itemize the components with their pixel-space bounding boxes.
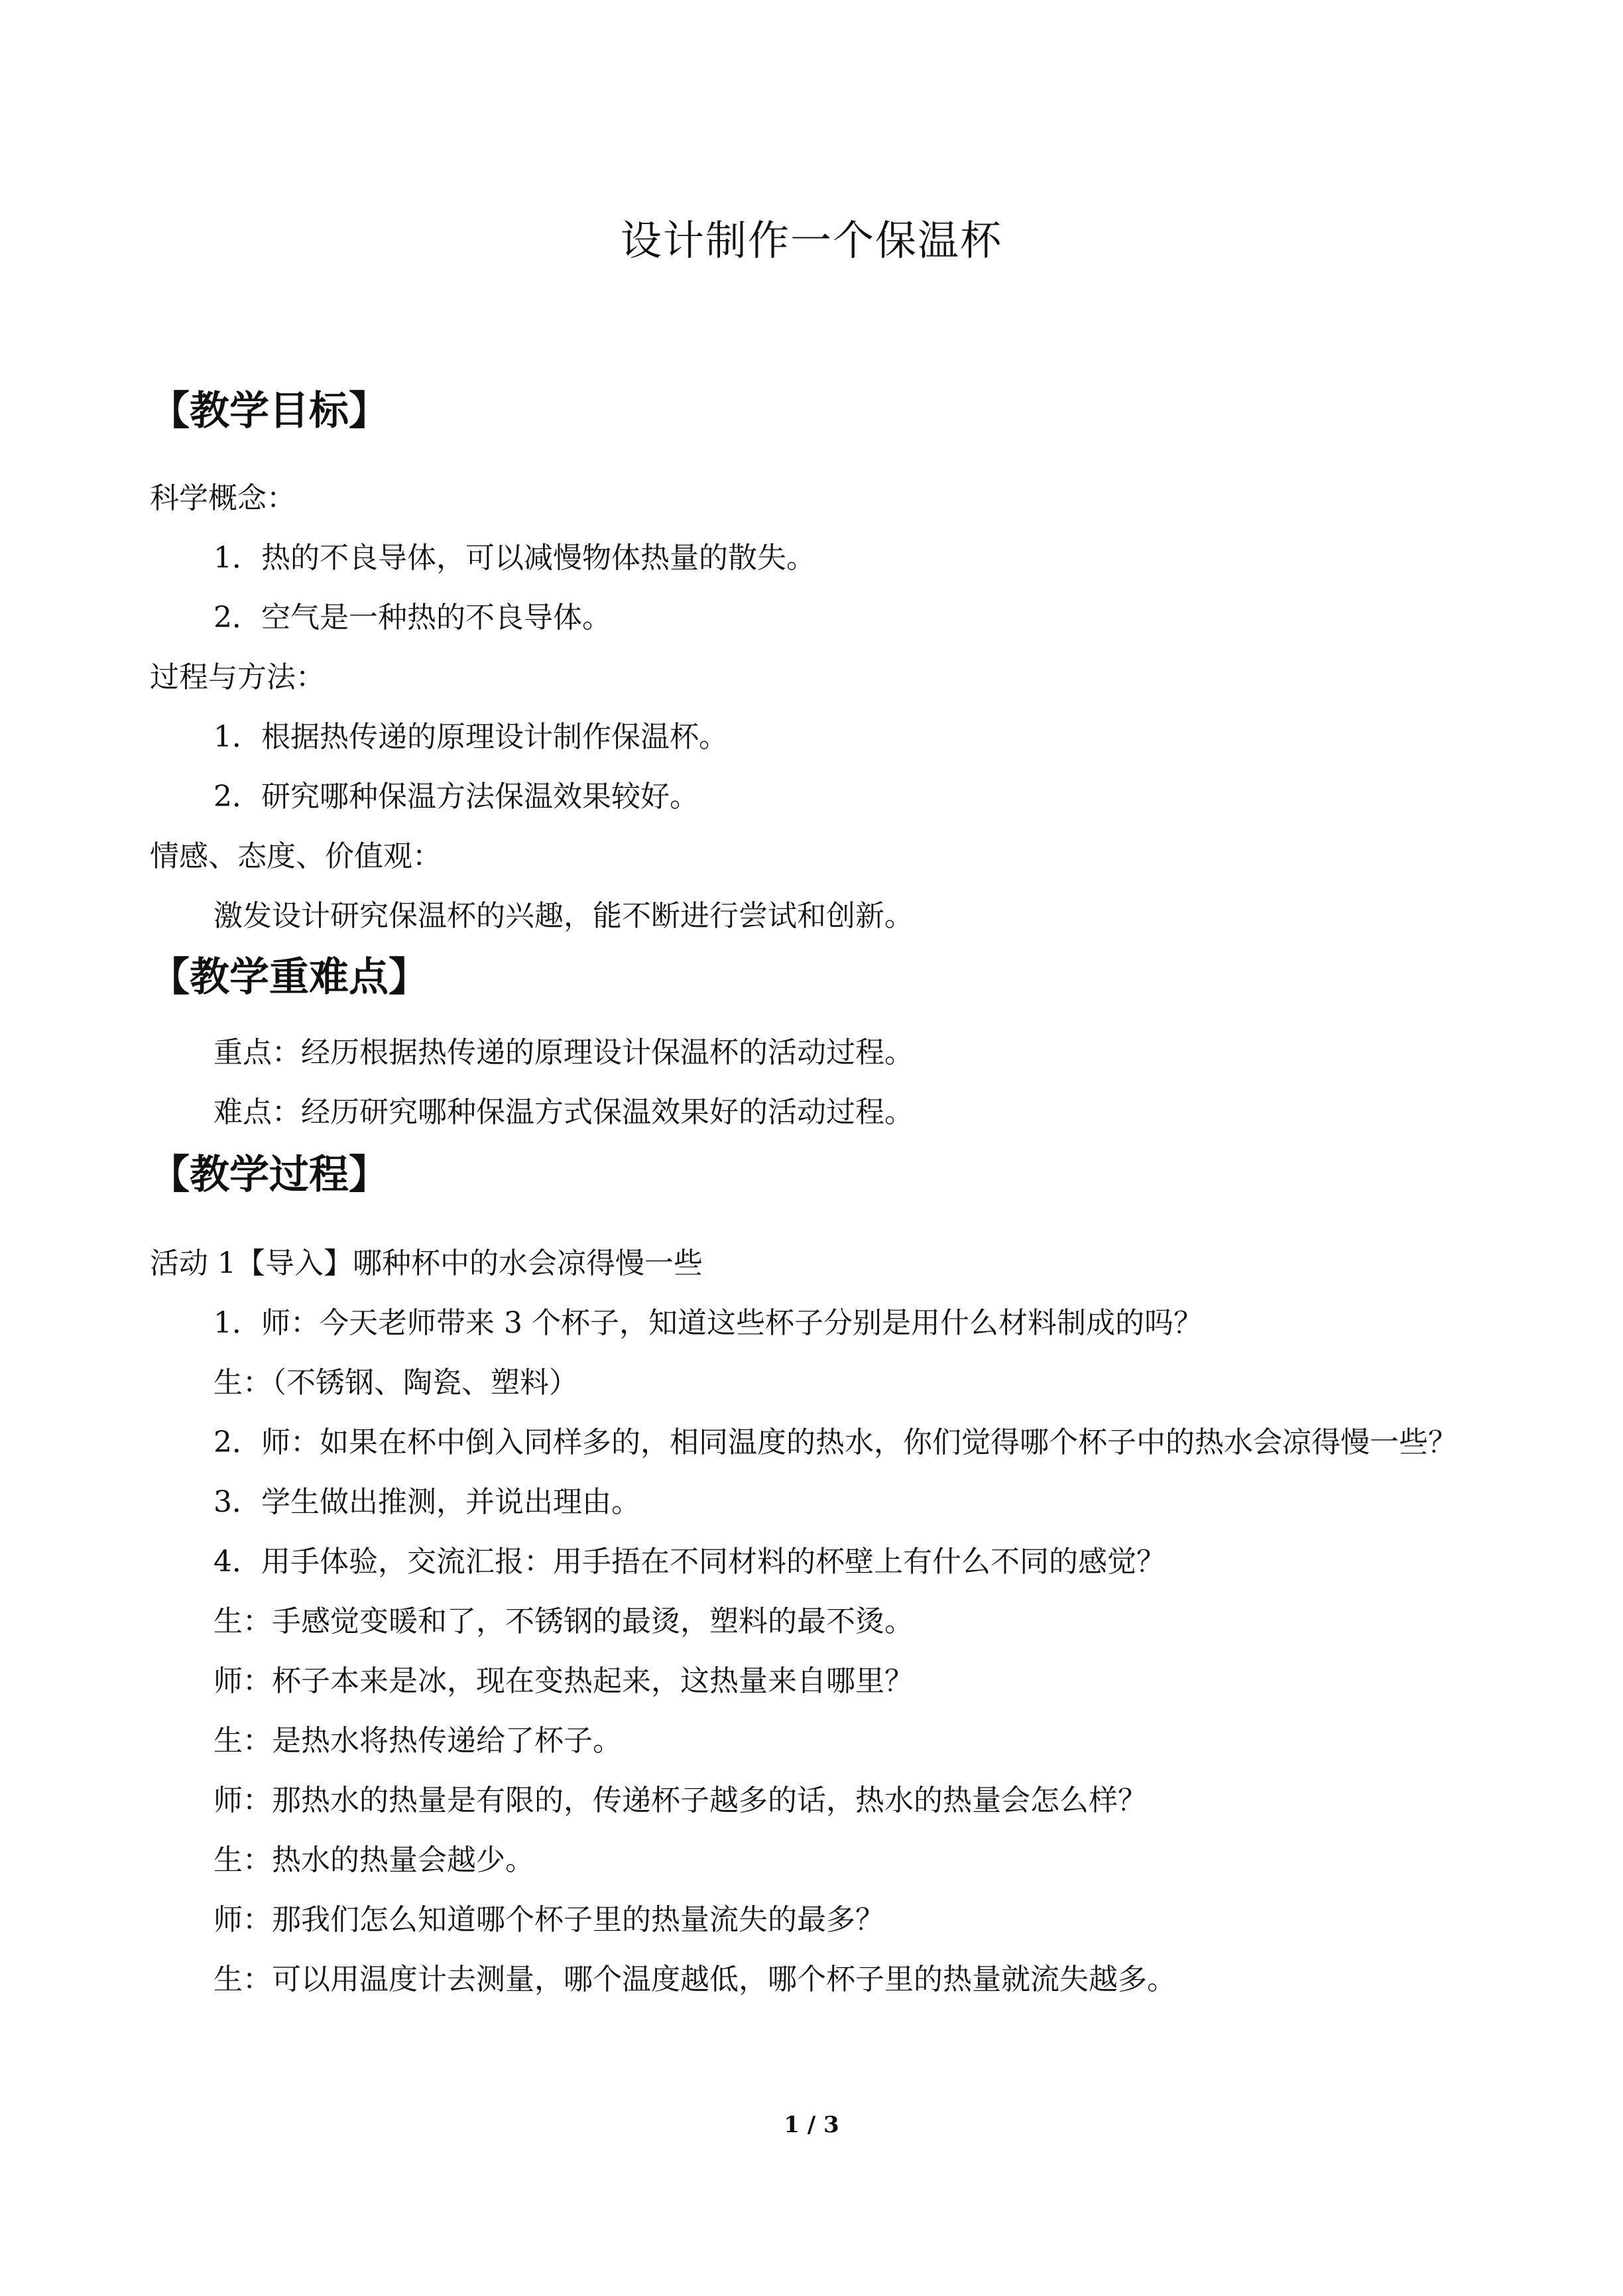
section-heading-objectives: 【教学目标】	[150, 388, 389, 434]
section-heading-process: 【教学过程】	[150, 1152, 389, 1198]
document-body	[150, 381, 1489, 2010]
attitude-label: 情感、态度、价值观：	[150, 839, 442, 873]
concept-item: 2．空气是一种热的不良导体。	[213, 601, 611, 634]
process-line: 生：热水的热量会越少。	[213, 1843, 534, 1877]
process-line: 2．师：如果在杯中倒入同样多的，相同温度的热水，你们觉得哪个杯子中的热水会凉得慢一些？	[213, 1425, 1457, 1459]
attitude-text: 激发设计研究保温杯的兴趣，能不断进行尝试和创新。	[213, 899, 914, 933]
page-number: 1 / 3	[784, 2112, 839, 2138]
process-line: 1．师：今天老师带来 3 个杯子，知道这些杯子分别是用什么材料制成的吗？	[213, 1306, 1203, 1340]
document-title: 设计制作一个保温杯	[620, 216, 1002, 265]
process-line: 4．用手体验，交流汇报：用手捂在不同材料的杯壁上有什么不同的感觉？	[213, 1545, 1166, 1579]
process-line: 生：是热水将热传递给了杯子。	[213, 1724, 622, 1758]
process-item: 1．根据热传递的原理设计制作保温杯。	[213, 720, 728, 754]
difficult-point: 难点：经历研究哪种保温方式保温效果好的活动过程。	[213, 1095, 914, 1129]
concept-item: 1．热的不良导体，可以减慢物体热量的散失。	[213, 541, 815, 575]
process-line: 3．学生做出推测，并说出理由。	[213, 1485, 640, 1519]
activity-title: 活动 1【导入】哪种杯中的水会凉得慢一些	[150, 1246, 703, 1280]
section-heading-key-points: 【教学重难点】	[150, 954, 428, 1000]
process-line: 师：杯子本来是冰，现在变热起来，这热量来自哪里？	[213, 1664, 914, 1698]
key-point: 重点：经历根据热传递的原理设计保温杯的活动过程。	[213, 1036, 914, 1069]
concept-label: 科学概念：	[150, 481, 296, 515]
process-line: 生：手感觉变暖和了，不锈钢的最烫，塑料的最不烫。	[213, 1604, 914, 1638]
process-label: 过程与方法：	[150, 660, 325, 694]
process-line: 生：可以用温度计去测量，哪个温度越低，哪个杯子里的热量就流失越多。	[213, 1963, 1176, 1996]
process-line: 师：那热水的热量是有限的，传递杯子越多的话，热水的热量会怎么样？	[213, 1783, 1147, 1817]
process-line: 生：（不锈钢、陶瓷、塑料）	[213, 1366, 578, 1400]
process-item: 2．研究哪种保温方法保温效果较好。	[213, 780, 699, 814]
process-line: 师：那我们怎么知道哪个杯子里的热量流失的最多？	[213, 1903, 884, 1937]
